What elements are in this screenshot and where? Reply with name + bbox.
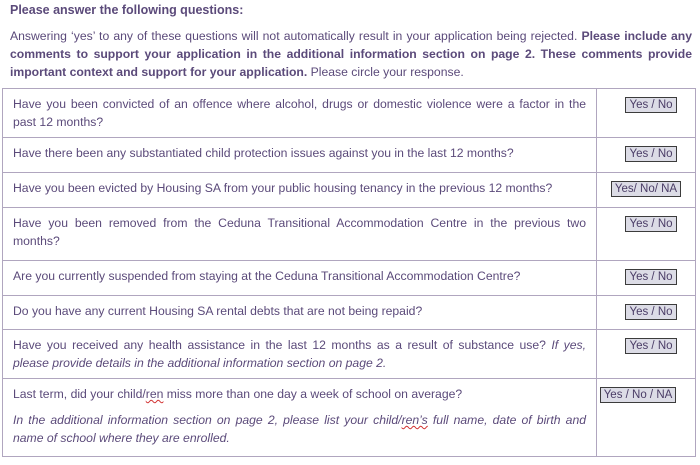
answer-cell bbox=[597, 208, 696, 261]
table-row bbox=[3, 379, 696, 457]
answer-cell bbox=[597, 330, 696, 379]
answer-cell bbox=[597, 89, 696, 138]
answer-cell bbox=[597, 173, 696, 208]
question-text: Do you have any current Housing SA rental debts that are not being repaid? bbox=[3, 296, 597, 330]
table-row bbox=[3, 330, 696, 379]
answer-option[interactable]: Yes/ No/ NA bbox=[611, 181, 681, 197]
table-row bbox=[3, 89, 696, 138]
intro-paragraph bbox=[10, 27, 692, 81]
question-text: Have you received any health assistance in the last 12 months as a result of substance use? bbox=[13, 338, 546, 352]
question-text: Last term, did your child/ren miss more than one day a week of school on average? bbox=[13, 387, 463, 401]
answer-option[interactable]: Yes / No bbox=[625, 338, 676, 354]
question-cell bbox=[3, 330, 597, 379]
question-instruction: In the additional information section on page 2, please list your child/ren’s full name, date of birth and name of school where they are enrolled. bbox=[13, 413, 586, 445]
intro-bold-text: Please include any comments to support your application in the additional information section on page 2. These comments provide important context and support for your application. bbox=[10, 29, 692, 79]
question-text: Are you currently suspended from staying at the Ceduna Transitional Accommodation Centre? bbox=[3, 261, 597, 296]
answer-option[interactable]: Yes / No bbox=[625, 304, 676, 320]
question-text: Have you been evicted by Housing SA from your public housing tenancy in the previous 12 months? bbox=[3, 173, 597, 208]
answer-option[interactable]: Yes / No bbox=[625, 269, 676, 285]
table-row bbox=[3, 173, 696, 208]
question-cell bbox=[3, 379, 597, 457]
intro-instruction: Please circle your response. bbox=[310, 65, 464, 79]
table-row bbox=[3, 296, 696, 330]
answer-option[interactable]: Yes / No bbox=[625, 146, 676, 162]
answer-option[interactable]: Yes / No bbox=[625, 97, 676, 113]
answer-option[interactable]: Yes / No bbox=[625, 216, 676, 232]
answer-cell bbox=[597, 138, 696, 173]
questions-table bbox=[2, 88, 696, 457]
question-text: Have you been convicted of an offence where alcohol, drugs or domestic violence were a factor in the past 12 months? bbox=[3, 89, 597, 138]
table-row bbox=[3, 261, 696, 296]
answer-option[interactable]: Yes / No / NA bbox=[600, 387, 677, 403]
question-instruction: If yes, please provide details in the additional information section on page 2. bbox=[13, 338, 586, 370]
intro-text: Answering ‘yes’ to any of these questions will not automatically result in your application being rejected. bbox=[10, 29, 578, 43]
question-text: Have there been any substantiated child protection issues against you in the last 12 months? bbox=[3, 138, 597, 173]
answer-cell bbox=[597, 261, 696, 296]
section-heading: Please answer the following questions: bbox=[10, 3, 244, 17]
answer-cell bbox=[597, 379, 696, 457]
table-row bbox=[3, 138, 696, 173]
question-text: Have you been removed from the Ceduna Transitional Accommodation Centre in the previous two months? bbox=[3, 208, 597, 261]
answer-cell bbox=[597, 296, 696, 330]
table-row bbox=[3, 208, 696, 261]
